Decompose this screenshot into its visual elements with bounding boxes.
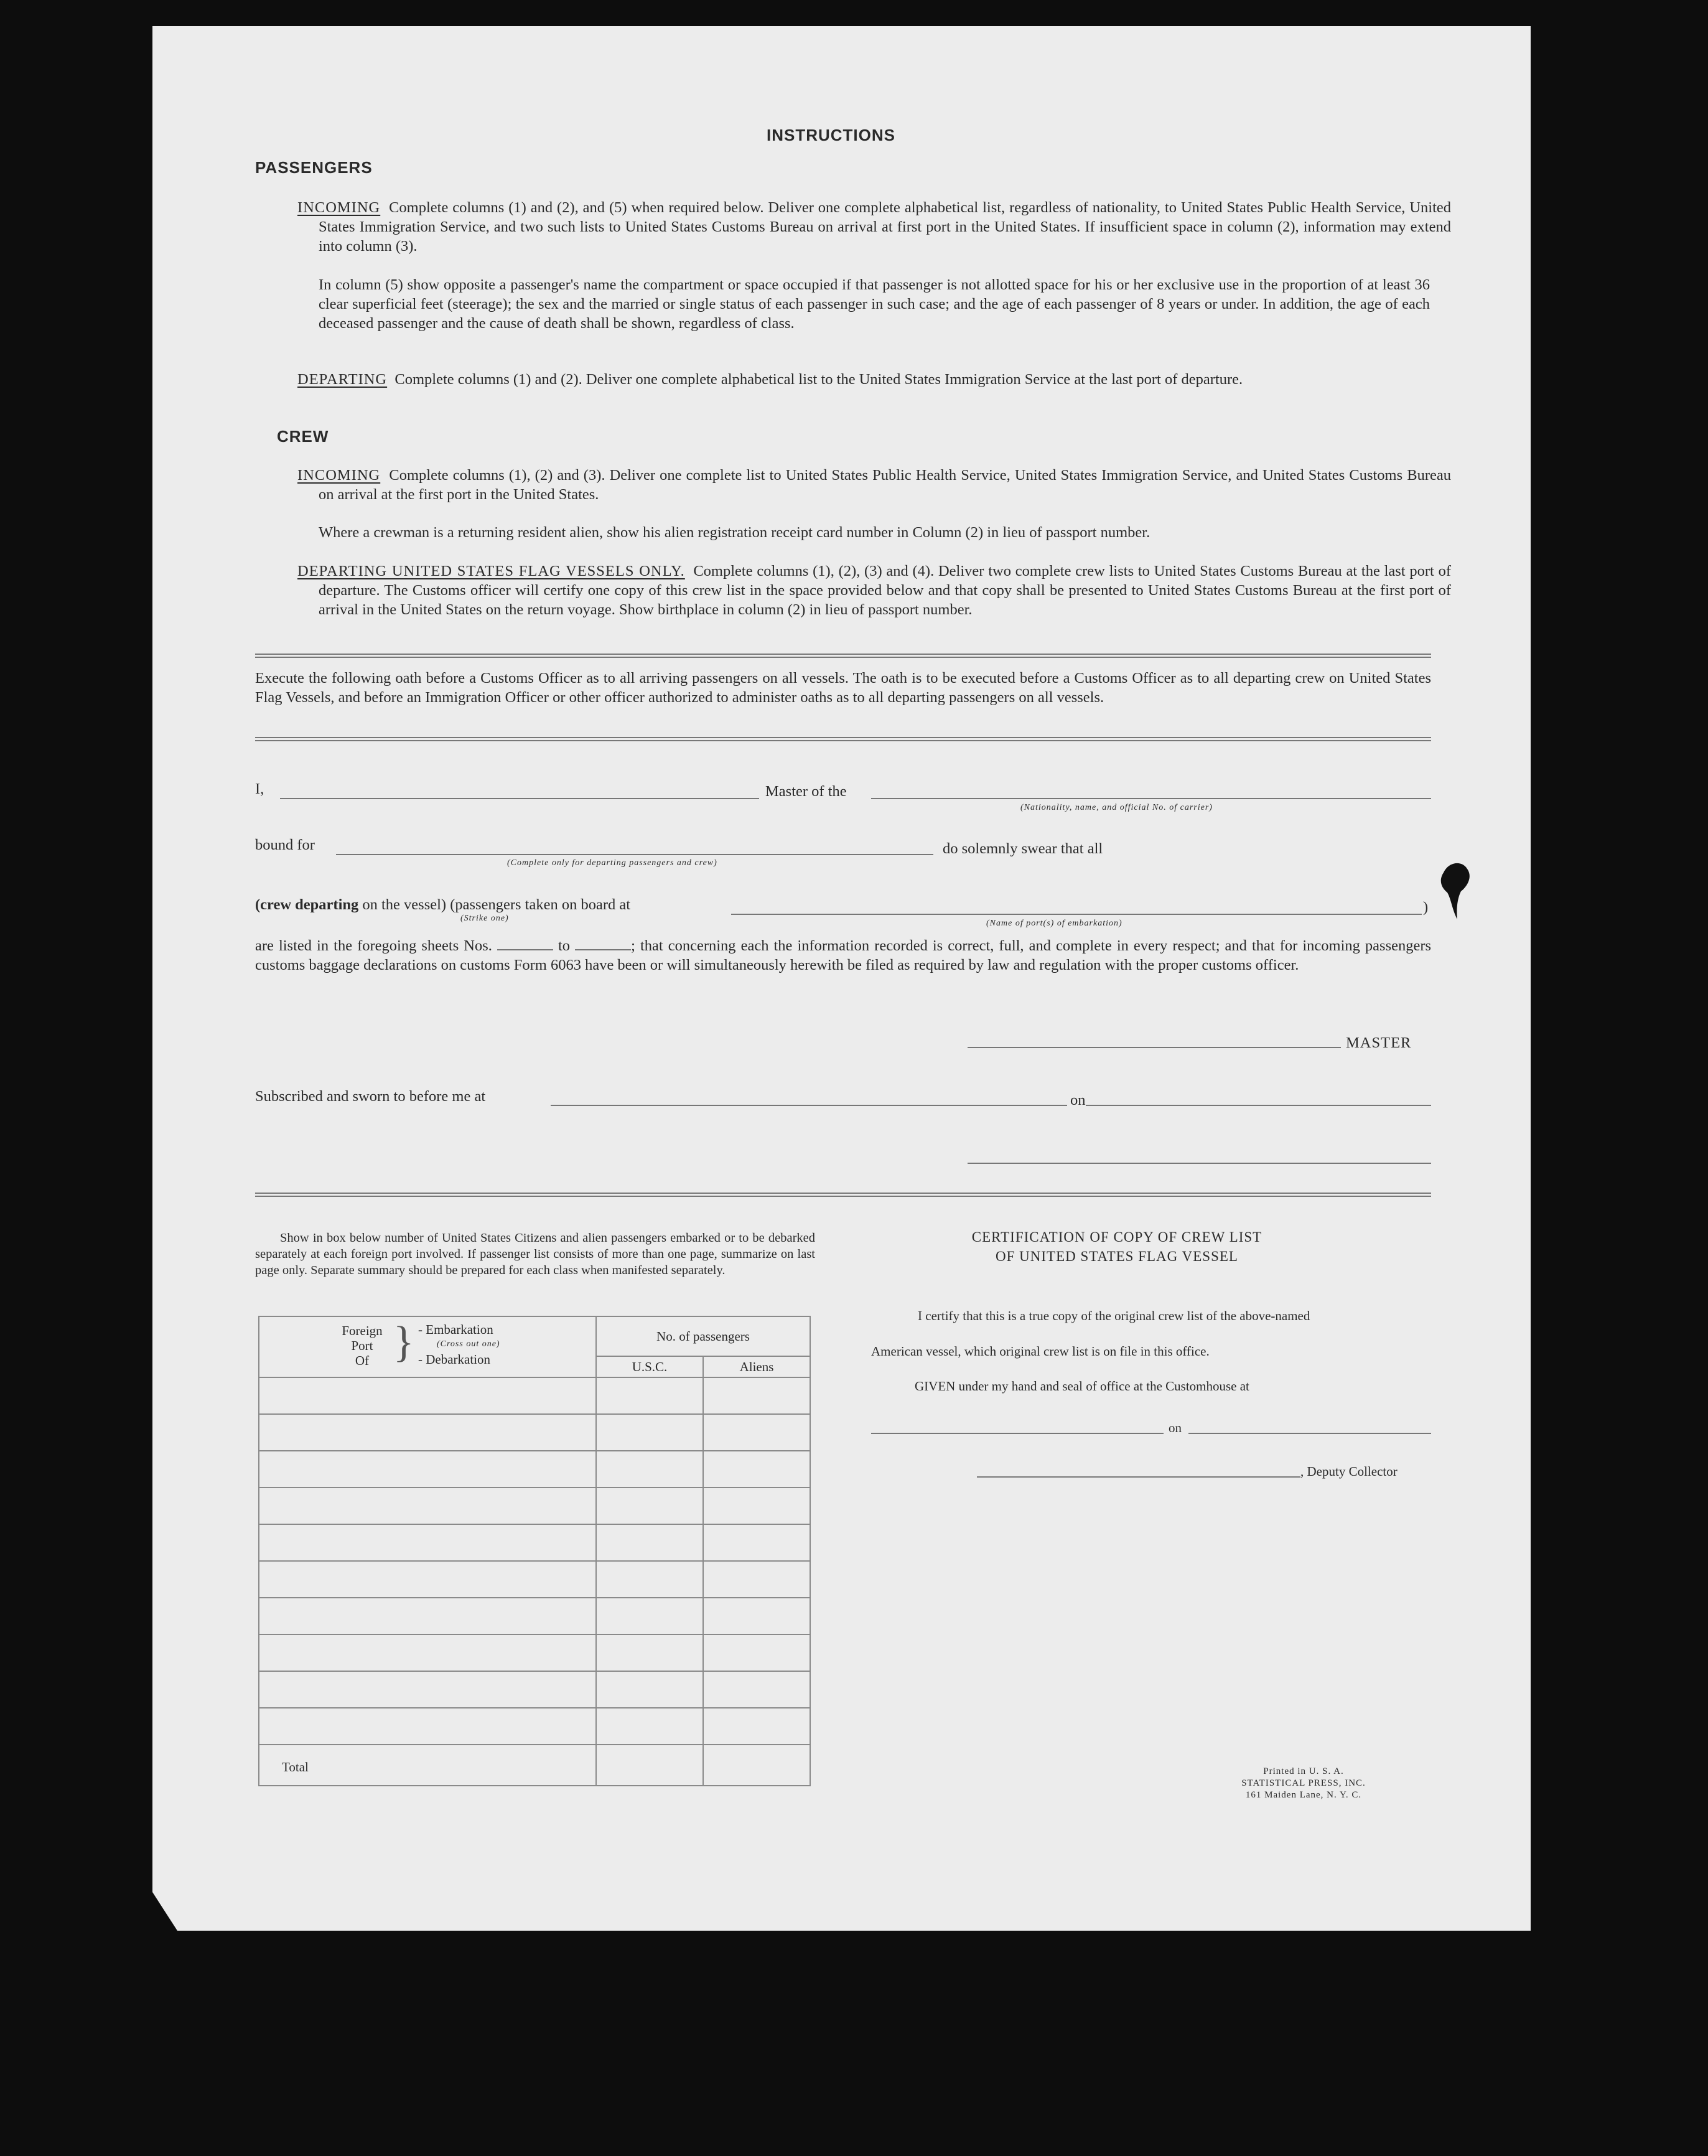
deputy-collector-label: , Deputy Collector bbox=[1300, 1464, 1398, 1479]
debarkation-label: - Debarkation bbox=[418, 1352, 491, 1367]
aliens-total-cell[interactable] bbox=[703, 1745, 810, 1786]
bound-for-field[interactable] bbox=[336, 854, 933, 855]
close-paren: ) bbox=[1423, 899, 1429, 916]
ports-caption: (Name of port(s) of embarkation) bbox=[986, 919, 1122, 928]
usc-cell[interactable] bbox=[596, 1377, 703, 1414]
passengers-departing-paragraph bbox=[297, 370, 1451, 389]
aliens-cell[interactable] bbox=[703, 1598, 810, 1634]
listed-to: to bbox=[558, 937, 571, 954]
usc-cell[interactable] bbox=[596, 1488, 703, 1524]
double-rule bbox=[255, 1193, 1431, 1197]
crew-heading: CREW bbox=[277, 427, 329, 446]
usc-total-cell[interactable] bbox=[596, 1745, 703, 1786]
passengers-taken-text: (passengers taken on board at bbox=[450, 896, 631, 913]
crew-resident-alien-paragraph bbox=[297, 523, 1430, 542]
subscribed-label: Subscribed and sworn to before me at bbox=[255, 1088, 486, 1105]
port-label: Port bbox=[351, 1338, 373, 1353]
aliens-cell[interactable] bbox=[703, 1488, 810, 1524]
strike-one-caption: (Strike one) bbox=[460, 914, 509, 923]
cross-out-label: (Cross out one) bbox=[437, 1339, 500, 1349]
aliens-cell[interactable] bbox=[703, 1561, 810, 1598]
passengers-departing-label: DEPARTING bbox=[297, 371, 388, 388]
instructions-title: INSTRUCTIONS bbox=[767, 126, 895, 144]
passengers-incoming-paragraph bbox=[297, 198, 1451, 256]
aliens-cell[interactable] bbox=[703, 1377, 810, 1414]
torn-corner-icon bbox=[152, 1892, 177, 1931]
crew-departing-label: DEPARTING UNITED STATES FLAG VESSELS ONLY. bbox=[297, 563, 685, 579]
passengers-incoming-label: INCOMING bbox=[297, 199, 381, 216]
passengers-departing-text: Complete columns (1) and (2). Deliver one complete alphabetical list to the United States Immigration Service at the last port of departure. bbox=[394, 371, 1243, 388]
aliens-header: Aliens bbox=[703, 1356, 810, 1377]
form-page bbox=[152, 26, 1531, 1931]
passengers-incoming-text: Complete columns (1) and (2), and (5) when required below. Deliver one complete alphabetical list, regardless of nationality, to United States Public Health Service, United States Immigration Service, and two such lists to United States Customs Bureau on arrival at first port in the United States. If insufficient space in column (2), information may extend into column (3). bbox=[319, 199, 1452, 255]
port-cell[interactable] bbox=[259, 1414, 596, 1451]
printer-imprint bbox=[1210, 1766, 1397, 1801]
master-of-the-label: Master of the bbox=[765, 783, 847, 800]
port-cell[interactable] bbox=[259, 1451, 596, 1488]
total-label: Total bbox=[259, 1745, 596, 1786]
crew-incoming-label: INCOMING bbox=[297, 467, 381, 484]
port-cell[interactable] bbox=[259, 1708, 596, 1745]
certification-title-line2: OF UNITED STATES FLAG VESSEL bbox=[996, 1249, 1238, 1264]
sworn-date-field[interactable] bbox=[1086, 1105, 1431, 1106]
imprint-line3: 161 Maiden Lane, N. Y. C. bbox=[1245, 1790, 1362, 1800]
listed-text-b: ; that concerning each the information recorded is correct, full, and complete in every respect; and that for incoming passengers customs baggage declarations on customs Form 6063 have been or will simultaneously herewith be filed as required by law and regulation with the proper customs officer. bbox=[255, 937, 1432, 973]
usc-cell[interactable] bbox=[596, 1708, 703, 1745]
aliens-cell[interactable] bbox=[703, 1451, 810, 1488]
aliens-cell[interactable] bbox=[703, 1671, 810, 1708]
crew-incoming-paragraph bbox=[297, 466, 1451, 504]
certification-date-field[interactable] bbox=[1188, 1433, 1431, 1434]
customhouse-field[interactable] bbox=[871, 1433, 1164, 1434]
embarkation-ports-field[interactable] bbox=[731, 914, 1422, 915]
ports-table bbox=[258, 1316, 811, 1786]
crew-incoming-text: Complete columns (1), (2) and (3). Deliver one complete list to United States Public Health Service, United States Immigration Service, and United States Customs Bureau on arrival at the first port in the United States. bbox=[319, 467, 1451, 503]
officer-signature-field[interactable] bbox=[968, 1163, 1431, 1164]
carrier-field[interactable] bbox=[871, 798, 1431, 799]
usc-cell[interactable] bbox=[596, 1598, 703, 1634]
double-rule bbox=[255, 654, 1431, 658]
listed-text-a: are listed in the foregoing sheets Nos. bbox=[255, 937, 492, 954]
usc-header: U.S.C. bbox=[596, 1356, 703, 1377]
certification-on-label: on bbox=[1169, 1420, 1182, 1435]
imprint-line1: Printed in U. S. A. bbox=[1263, 1766, 1344, 1776]
foreign-port-header bbox=[259, 1316, 596, 1377]
port-cell[interactable] bbox=[259, 1377, 596, 1414]
port-cell[interactable] bbox=[259, 1634, 596, 1671]
port-cell[interactable] bbox=[259, 1561, 596, 1598]
of-label: Of bbox=[355, 1353, 370, 1368]
crew-departing-text: Complete columns (1), (2), (3) and (4). Deliver two complete crew lists to United States Customs Bureau at the last port of departure. The Customs officer will certify one copy of this crew list in the space provided below and that copy shall be presented to United States Customs Bureau at the first port of arrival in the United States on the return voyage. Show birthplace in column (2) in lieu of passport number. bbox=[319, 563, 1451, 618]
master-signature-field[interactable] bbox=[968, 1047, 1341, 1048]
passengers-column5-paragraph bbox=[297, 275, 1430, 333]
aliens-cell[interactable] bbox=[703, 1708, 810, 1745]
swear-text: do solemnly swear that all bbox=[943, 840, 1103, 857]
port-cell[interactable] bbox=[259, 1671, 596, 1708]
aliens-cell[interactable] bbox=[703, 1524, 810, 1561]
crew-departing-text: (crew departing bbox=[255, 896, 359, 913]
on-the-vessel-text: on the vessel) bbox=[362, 896, 447, 913]
usc-cell[interactable] bbox=[596, 1414, 703, 1451]
certification-title-line1: CERTIFICATION OF COPY OF CREW LIST bbox=[971, 1229, 1262, 1245]
master-name-field[interactable] bbox=[280, 798, 759, 799]
certify-line1: I certify that this is a true copy of the original crew list of the above-named bbox=[918, 1308, 1310, 1323]
usc-cell[interactable] bbox=[596, 1671, 703, 1708]
crew-departing-paragraph bbox=[297, 561, 1451, 619]
carrier-caption: (Nationality, name, and official No. of carrier) bbox=[1020, 803, 1213, 812]
usc-cell[interactable] bbox=[596, 1524, 703, 1561]
crew-resident-alien-text: Where a crewman is a returning resident alien, show his alien registration receipt card number in Column (2) in lieu of passport number. bbox=[319, 524, 1150, 541]
port-cell[interactable] bbox=[259, 1524, 596, 1561]
passengers-heading: PASSENGERS bbox=[255, 158, 373, 177]
master-label: MASTER bbox=[1346, 1034, 1412, 1051]
sheet-from-field[interactable] bbox=[497, 949, 553, 950]
oath-i-label: I, bbox=[255, 780, 264, 797]
double-rule bbox=[255, 737, 1431, 741]
port-cell[interactable] bbox=[259, 1488, 596, 1524]
imprint-line2: STATISTICAL PRESS, INC. bbox=[1241, 1778, 1366, 1788]
usc-cell[interactable] bbox=[596, 1561, 703, 1598]
aliens-cell[interactable] bbox=[703, 1414, 810, 1451]
sworn-on-label: on bbox=[1070, 1092, 1086, 1108]
foreign-label: Foreign bbox=[342, 1323, 383, 1338]
embarkation-label: - Embarkation bbox=[418, 1322, 493, 1337]
ink-blot-icon bbox=[1437, 860, 1475, 922]
aliens-cell[interactable] bbox=[703, 1634, 810, 1671]
strike-one-clause bbox=[255, 896, 630, 914]
brace-icon: } bbox=[393, 1318, 414, 1366]
bound-for-label: bound for bbox=[255, 837, 315, 853]
oath-intro: Execute the following oath before a Customs Officer as to all arriving passengers on all vessels. The oath is to be executed before a Customs Officer as to all departing crew on United States Flag Vessels, and before an Immigration Officer or other officer authorized to administer oaths as to all departing passengers on all vessels. bbox=[255, 670, 1431, 706]
given-text: GIVEN under my hand and seal of office at the Customhouse at bbox=[915, 1379, 1249, 1394]
port-cell[interactable] bbox=[259, 1598, 596, 1634]
deputy-signature-field[interactable] bbox=[977, 1476, 1300, 1478]
certify-line2: American vessel, which original crew list is on file in this office. bbox=[871, 1344, 1210, 1359]
certification-title bbox=[955, 1227, 1279, 1266]
oath-statement bbox=[255, 936, 1431, 975]
sworn-place-field[interactable] bbox=[551, 1105, 1067, 1106]
bound-for-caption: (Complete only for departing passengers and crew) bbox=[507, 858, 717, 868]
sheet-to-field[interactable] bbox=[575, 949, 631, 950]
passengers-column5-text: In column (5) show opposite a passenger's name the compartment or space occupied if that passenger is not allotted space for his or her exclusive use in the proportion of at least 36 clear superficial feet (steerage); the sex and the married or single status of each passenger in such case; and the age of each passenger of 8 years or under. In addition, the age of each deceased passenger and the cause of death shall be shown, regardless of class. bbox=[319, 276, 1430, 332]
no-of-passengers-header: No. of passengers bbox=[596, 1316, 810, 1356]
usc-cell[interactable] bbox=[596, 1451, 703, 1488]
usc-cell[interactable] bbox=[596, 1634, 703, 1671]
summary-note: Show in box below number of United States Citizens and alien passengers embarked or to be debarked separately at each foreign port involved. If passenger list consists of more than one page, summarize on last page only. Separate summary should be prepared for each class when manifested separately. bbox=[255, 1231, 815, 1277]
